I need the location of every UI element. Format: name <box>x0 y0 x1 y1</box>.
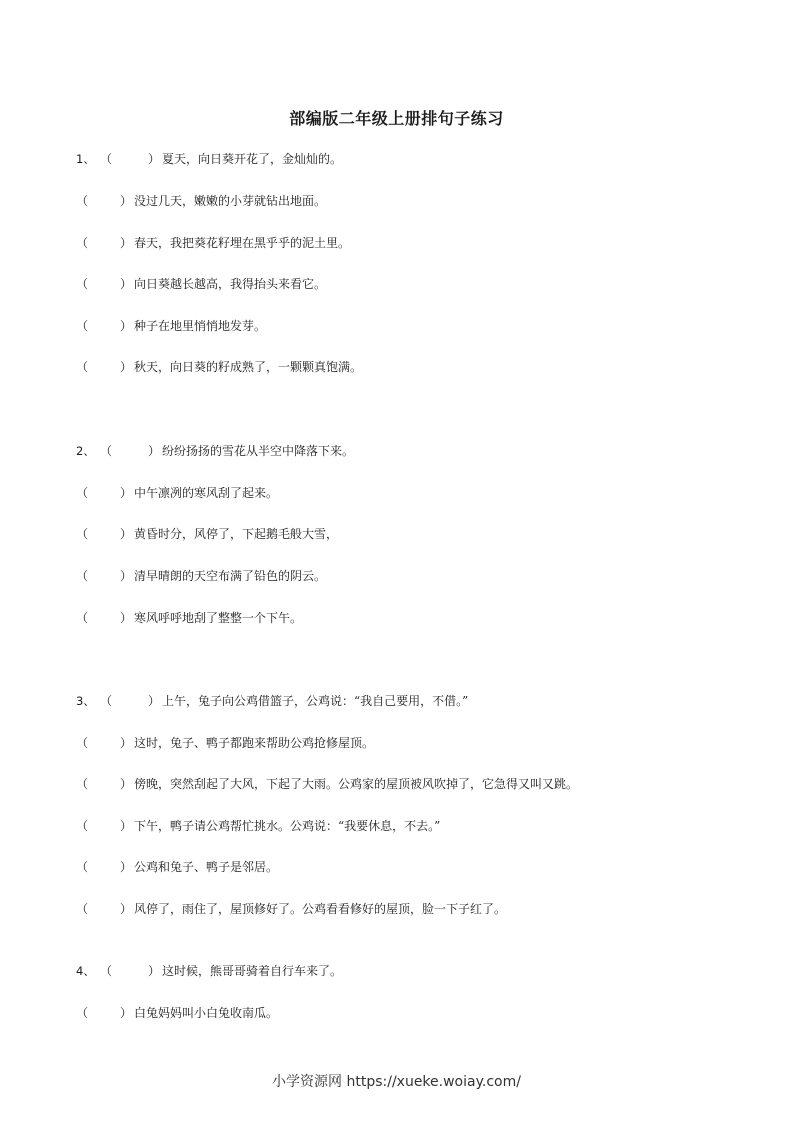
answer-blank-close: ） <box>120 860 133 874</box>
answer-blank-open: （ <box>76 736 89 750</box>
question-4-line-1 <box>76 963 342 979</box>
question-3-line-1 <box>76 693 468 709</box>
answer-blank-close: ） <box>148 152 161 166</box>
sentence-text: 黄昏时分，风停了，下起鹅毛般大雪， <box>134 527 339 541</box>
answer-blank-open: （ <box>76 236 89 250</box>
answer-blank-close: ） <box>120 736 133 750</box>
sentence-text: 公鸡和兔子、鸭子是邻居。 <box>134 860 279 874</box>
answer-blank-open: （ <box>76 611 89 625</box>
answer-blank-close: ） <box>120 777 133 791</box>
sentence-text: 风停了，雨住了，屋顶修好了。公鸡看看修好的屋顶，脸一下子红了。 <box>134 902 507 916</box>
question-2-line-1 <box>76 443 354 459</box>
answer-blank-close: ） <box>120 569 133 583</box>
sentence-text: 这时，兔子、鸭子都跑来帮助公鸡抢修屋顶。 <box>134 736 375 750</box>
question-2-line-5 <box>76 610 302 626</box>
question-2-line-4 <box>76 568 326 584</box>
answer-blank-close: ） <box>120 902 133 916</box>
answer-blank-open: （ <box>76 319 89 333</box>
question-3-line-4 <box>76 818 440 834</box>
question-2-line-2 <box>76 485 278 501</box>
answer-blank-close: ） <box>120 486 133 500</box>
sentence-text: 向日葵越长越高，我得抬头来看它。 <box>134 277 327 291</box>
answer-blank-close: ） <box>120 1006 133 1020</box>
sentence-text: 寒风呼呼地刮了整整一个下午。 <box>134 611 303 625</box>
answer-blank-close: ） <box>120 611 133 625</box>
answer-blank-open: （ <box>76 819 89 833</box>
footer-watermark: 小学资源网 https://xueke.woiay.com/ <box>272 1074 521 1090</box>
sentence-text: 清早晴朗的天空布满了铅色的阴云。 <box>134 569 327 583</box>
question-3-line-2 <box>76 735 374 751</box>
sentence-text: 中午凛冽的寒风刮了起来。 <box>134 486 279 500</box>
answer-blank-open: （ <box>100 964 113 978</box>
question-1-line-4 <box>76 276 326 292</box>
question-1-line-6 <box>76 359 362 375</box>
answer-blank-open: （ <box>76 194 89 208</box>
sentence-text: 秋天，向日葵的籽成熟了，一颗颗真饱满。 <box>134 360 363 374</box>
answer-blank-close: ） <box>120 360 133 374</box>
question-1-line-3 <box>76 235 350 251</box>
answer-blank-open: （ <box>76 860 89 874</box>
answer-blank-open: （ <box>76 1006 89 1020</box>
answer-blank-close: ） <box>148 694 161 708</box>
answer-blank-close: ） <box>148 964 161 978</box>
question-4-number: 4、 <box>76 964 95 978</box>
sentence-text: 没过几天，嫩嫩的小芽就钻出地面。 <box>134 194 327 208</box>
answer-blank-close: ） <box>120 819 133 833</box>
question-3-number: 3、 <box>76 694 95 708</box>
sentence-text: 纷纷扬扬的雪花从半空中降落下来。 <box>162 444 355 458</box>
answer-blank-open: （ <box>76 486 89 500</box>
sentence-text: 夏天，向日葵开花了，金灿灿的。 <box>162 152 343 166</box>
answer-blank-close: ） <box>148 444 161 458</box>
question-2-line-3 <box>76 526 338 542</box>
question-1-line-1 <box>76 151 342 167</box>
sentence-text: 春天，我把葵花籽埋在黑乎乎的泥土里。 <box>134 236 351 250</box>
sentence-text: 白兔妈妈叫小白兔收南瓜。 <box>134 1006 279 1020</box>
answer-blank-close: ） <box>120 319 133 333</box>
answer-blank-close: ） <box>120 277 133 291</box>
page-title: 部编版二年级上册排句子练习 <box>289 109 504 128</box>
answer-blank-open: （ <box>100 694 113 708</box>
sentence-text: 种子在地里悄悄地发芽。 <box>134 319 267 333</box>
question-1-number: 1、 <box>76 152 95 166</box>
answer-blank-open: （ <box>100 444 113 458</box>
answer-blank-close: ） <box>120 194 133 208</box>
question-1-line-5 <box>76 318 266 334</box>
question-2-number: 2、 <box>76 444 95 458</box>
answer-blank-open: （ <box>76 569 89 583</box>
answer-blank-open: （ <box>76 360 89 374</box>
question-3-line-6 <box>76 901 506 917</box>
answer-blank-open: （ <box>76 902 89 916</box>
sentence-text: 上午，兔子向公鸡借篮子，公鸡说：“我自己要用，不借。” <box>162 694 469 708</box>
sentence-text: 这时候，熊哥哥骑着自行车来了。 <box>162 964 343 978</box>
answer-blank-open: （ <box>76 527 89 541</box>
answer-blank-open: （ <box>76 277 89 291</box>
answer-blank-open: （ <box>76 777 89 791</box>
question-3-line-5 <box>76 859 278 875</box>
sentence-text: 下午，鸭子请公鸡帮忙挑水。公鸡说：“我要休息，不去。” <box>134 819 441 833</box>
answer-blank-close: ） <box>120 236 133 250</box>
question-4-line-2 <box>76 1005 278 1021</box>
answer-blank-open: （ <box>100 152 113 166</box>
answer-blank-close: ） <box>120 527 133 541</box>
question-3-line-3 <box>76 776 578 792</box>
question-1-line-2 <box>76 193 326 209</box>
sentence-text: 傍晚，突然刮起了大风，下起了大雨。公鸡家的屋顶被风吹掉了，它急得又叫又跳。 <box>134 777 579 791</box>
